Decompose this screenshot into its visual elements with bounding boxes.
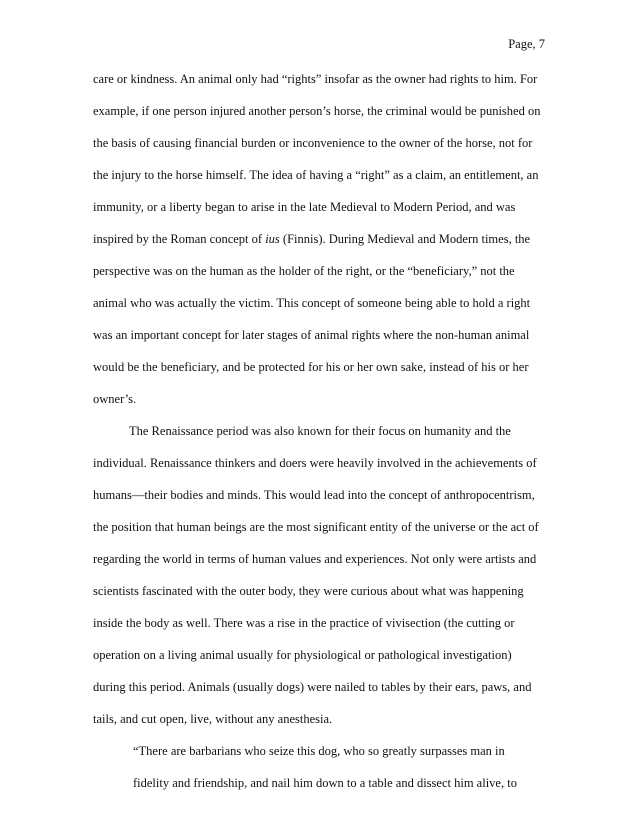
body-line: would be the beneficiary, and be protected for his or her own sake, instead of his or her	[93, 360, 529, 374]
body-line: animal who was actually the victim. This concept of someone being able to hold a right	[93, 296, 531, 310]
line-text: inspired by the Roman concept of	[93, 232, 266, 246]
body-line: care or kindness. An animal only had “rights” insofar as the owner had rights to him. For	[93, 72, 538, 86]
body-line: during this period. Animals (usually dogs) were nailed to tables by their ears, paws, and	[93, 680, 532, 694]
block-quote-line: “There are barbarians who seize this dog, who so greatly surpasses man in	[133, 744, 505, 758]
body-line: tails, and cut open, live, without any anesthesia.	[93, 712, 333, 726]
body-line: perspective was on the human as the holder of the right, or the “beneficiary,” not the	[93, 264, 515, 278]
body-line: inside the body as well. There was a rise in the practice of vivisection (the cutting or	[93, 616, 515, 630]
body-line: individual. Renaissance thinkers and doers were heavily involved in the achievements of	[93, 456, 537, 470]
body-line: the basis of causing financial burden or inconvenience to the owner of the horse, not for	[93, 136, 533, 150]
body-line: immunity, or a liberty began to arise in the late Medieval to Modern Period, and was	[93, 200, 516, 214]
block-quote-line: fidelity and friendship, and nail him down to a table and dissect him alive, to	[133, 776, 517, 790]
body-line: scientists fascinated with the outer body, they were curious about what was happening	[93, 584, 524, 598]
body-line: the injury to the horse himself. The idea of having a “right” as a claim, an entitlement, an	[93, 168, 539, 182]
page-number: Page, 7	[508, 37, 545, 51]
body-line: regarding the world in terms of human values and experiences. Not only were artists and	[93, 552, 537, 566]
body-line: humans—their bodies and minds. This would lead into the concept of anthropocentrism,	[93, 488, 535, 502]
body-line: example, if one person injured another person’s horse, the criminal would be punished on	[93, 104, 541, 118]
line-text: (Finnis). During Medieval and Modern times, the	[279, 232, 531, 246]
body-line: the position that human beings are the most significant entity of the universe or the act of	[93, 520, 539, 534]
paragraph-start-line: The Renaissance period was also known for their focus on humanity and the	[129, 424, 511, 438]
body-line-with-italic	[93, 233, 530, 246]
body-line: operation on a living animal usually for physiological or pathological investigation)	[93, 648, 512, 662]
body-line: was an important concept for later stages of animal rights where the non-human animal	[93, 328, 530, 342]
body-line: owner’s.	[93, 392, 137, 406]
italic-term: ius	[265, 232, 280, 246]
